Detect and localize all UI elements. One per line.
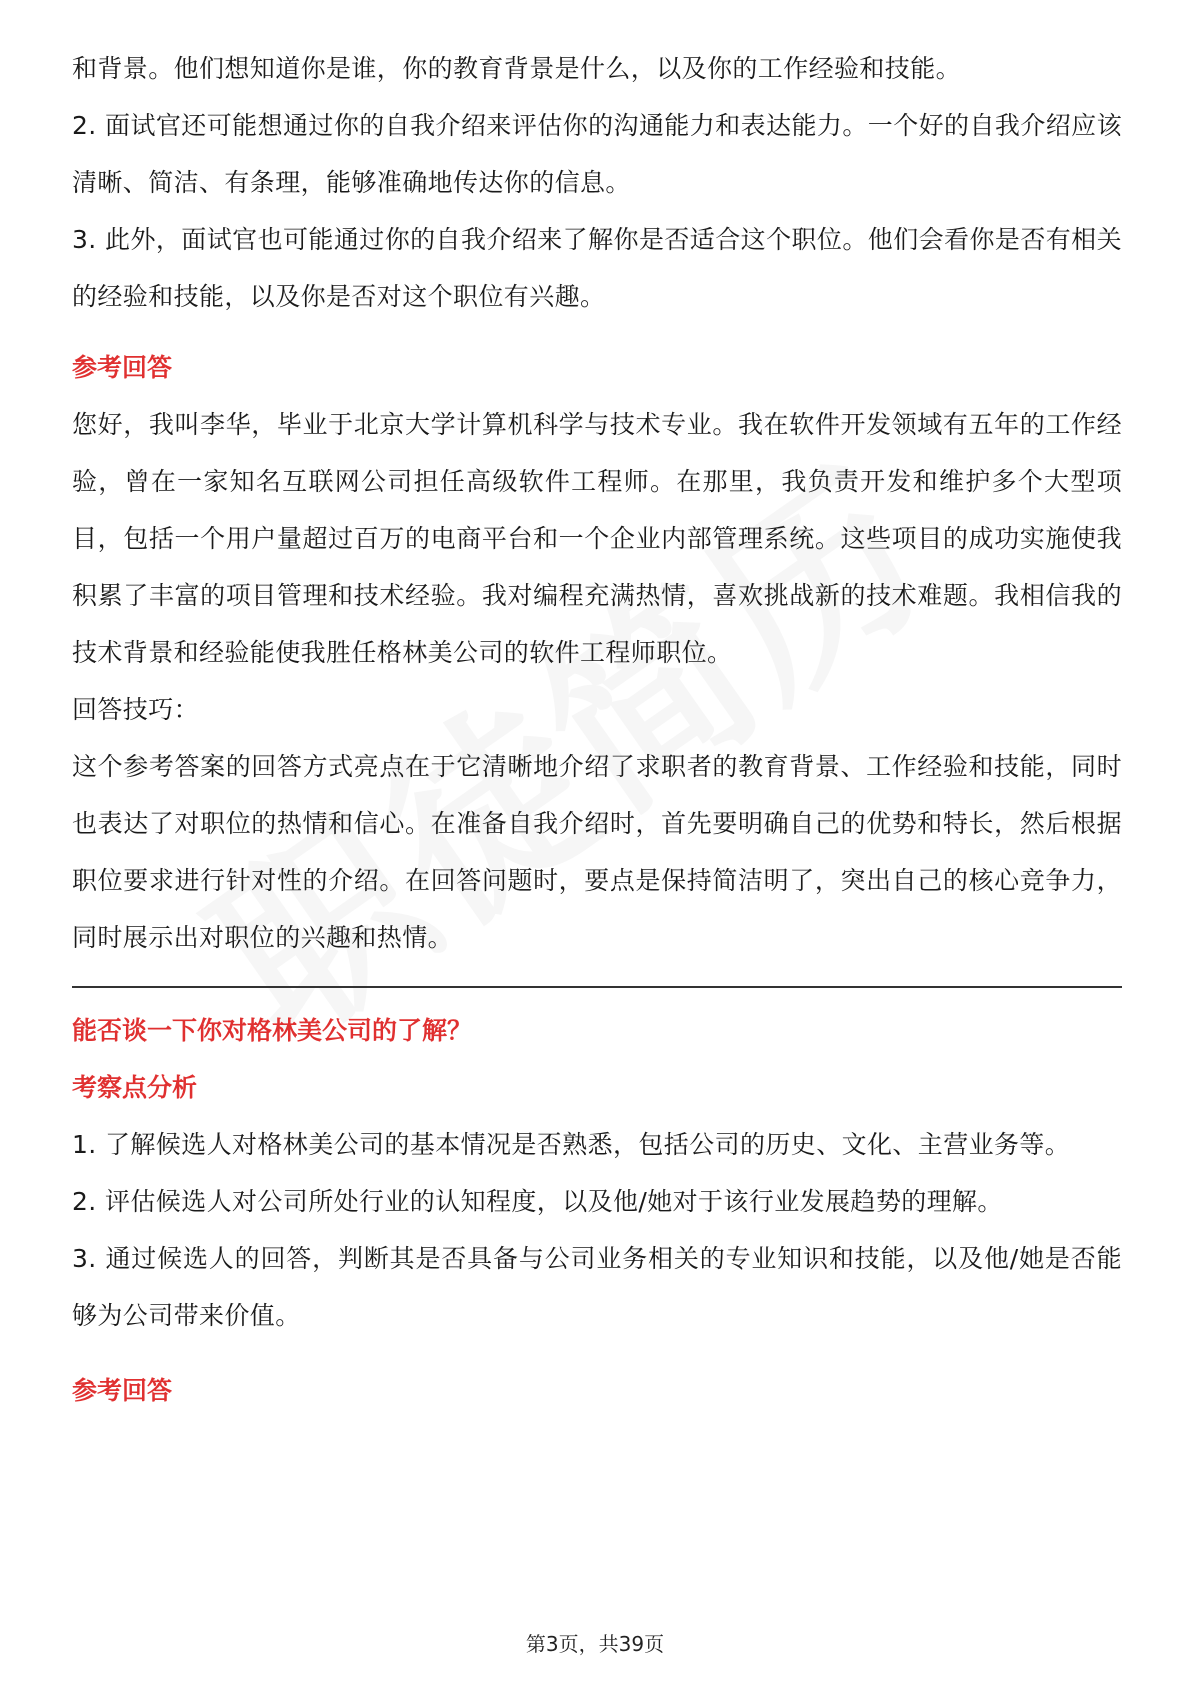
paragraph-intro-3: 3. 此外，面试官也可能通过你的自我介绍来了解你是否适合这个职位。他们会看你是否有相关的经验和技能，以及你是否对这个职位有兴趣。	[72, 225, 1122, 311]
paragraph-intro-2: 2. 面试官还可能想通过你的自我介绍来评估你的沟通能力和表达能力。一个好的自我介绍应该清晰、简洁、有条理，能够准确地传达你的信息。	[72, 111, 1122, 197]
reference-answer-body: 您好，我叫李华，毕业于北京大学计算机科学与技术专业。我在软件开发领域有五年的工作经验，曾在一家知名互联网公司担任高级软件工程师。在那里，我负责开发和维护多个大型项目，包括一个用户量超过百万的电商平台和一个企业内部管理系统。这些项目的成功实施使我积累了丰富的项目管理和技术经验。我对编程充满热情，喜欢挑战新的技术难题。我相信我的技术背景和经验能使我胜任格林美公司的软件工程师职位。	[72, 410, 1122, 667]
reference-answer-heading: 参考回答	[72, 353, 173, 382]
question-title: 能否谈一下你对格林美公司的了解？	[72, 1016, 473, 1045]
page-number: 第3页，共39页	[525, 1632, 665, 1656]
analysis-point-1: 1. 了解候选人对格林美公司的基本情况是否熟悉，包括公司的历史、文化、主营业务等。	[72, 1130, 1071, 1159]
paragraph-intro-1: 和背景。他们想知道你是谁，你的教育背景是什么，以及你的工作经验和技能。	[72, 54, 962, 83]
document-page	[72, 40, 1122, 1419]
analysis-heading: 考察点分析	[72, 1073, 198, 1102]
analysis-point-3: 3. 通过候选人的回答，判断其是否具备与公司业务相关的专业知识和技能，以及他/她是否能够为公司带来价值。	[72, 1244, 1122, 1330]
answer-tips-label: 回答技巧：	[72, 695, 200, 724]
section-divider	[72, 986, 1122, 988]
analysis-point-2: 2. 评估候选人对公司所处行业的认知程度，以及他/她对于该行业发展趋势的理解。	[72, 1187, 1003, 1216]
answer-tips-body: 这个参考答案的回答方式亮点在于它清晰地介绍了求职者的教育背景、工作经验和技能，同时也表达了对职位的热情和信心。在准备自我介绍时，首先要明确自己的优势和特长，然后根据职位要求进行针对性的介绍。在回答问题时，要点是保持简洁明了，突出自己的核心竞争力，同时展示出对职位的兴趣和热情。	[72, 752, 1122, 952]
reference-answer-heading-2: 参考回答	[72, 1376, 173, 1405]
